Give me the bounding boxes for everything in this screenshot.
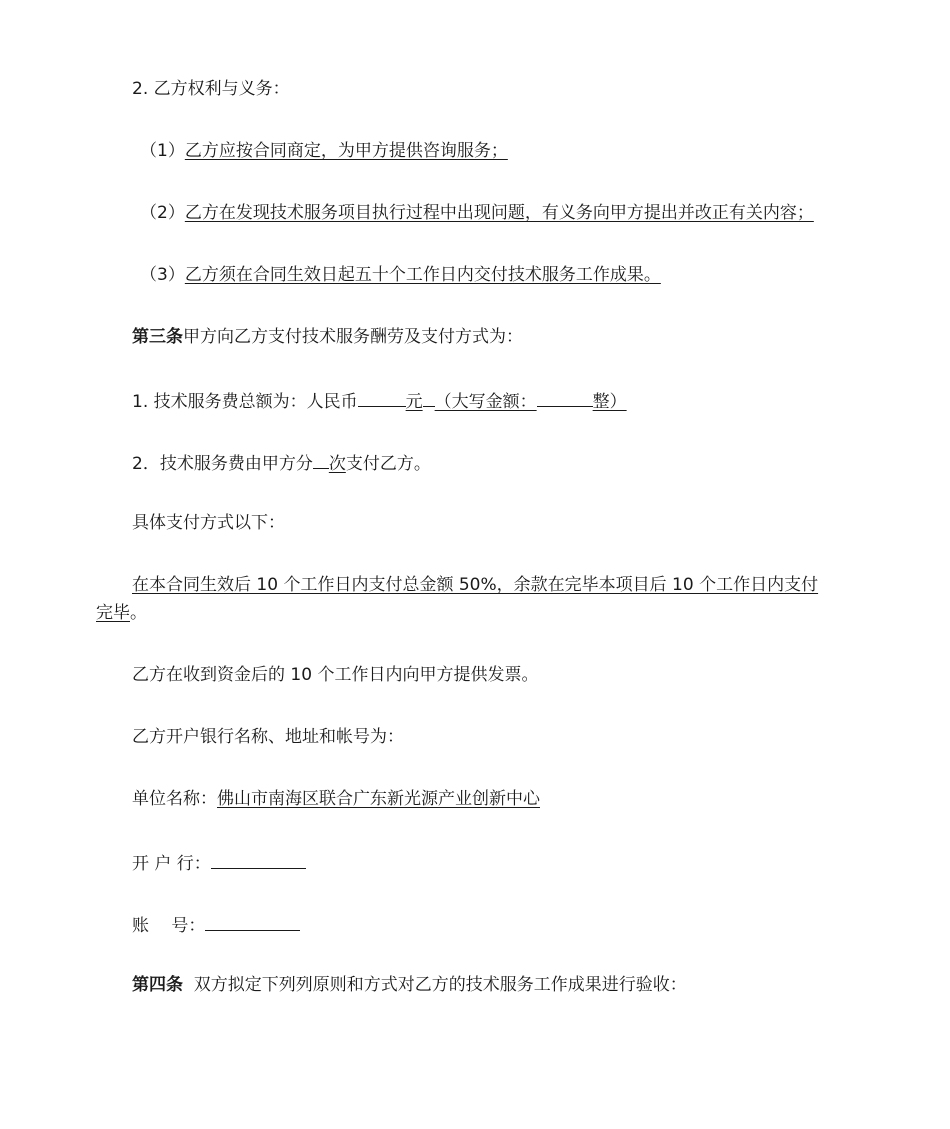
daxie-blank xyxy=(537,388,593,407)
unit-name: 佛山市南海区联合广东新光源产业创新中心 xyxy=(217,789,540,809)
spacer-blank xyxy=(423,388,435,407)
section-heading xyxy=(132,78,290,100)
installments-unit: 次 xyxy=(328,454,346,474)
item-text: 乙方应按合同商定，为甲方提供咨询服务； xyxy=(184,141,508,161)
item-text: 乙方须在合同生效日起五十个工作日内交付技术服务工作成果。 xyxy=(184,265,661,285)
amount-blank xyxy=(358,388,406,407)
account-line xyxy=(132,912,300,934)
method-text-end: 完毕 xyxy=(96,603,130,623)
count-blank xyxy=(313,450,329,469)
item-number: （1） xyxy=(140,141,185,161)
unit-name-line xyxy=(132,788,540,810)
paragraph xyxy=(132,726,404,748)
article-title: 双方拟定下列列原则和方式对乙方的技术服务工作成果进行验收： xyxy=(183,975,687,995)
installments-prefix: 2．技术服务费由甲方分 xyxy=(132,454,313,474)
article-label: 第四条 xyxy=(132,975,183,995)
fee-zheng: 整） xyxy=(592,392,627,412)
bank-blank xyxy=(211,850,306,869)
fee-total-line xyxy=(132,388,627,410)
list-item xyxy=(140,202,814,224)
unit-label: 单位名称： xyxy=(132,789,217,809)
paragraph-continuation xyxy=(96,602,147,624)
list-item xyxy=(140,140,508,162)
bank-line xyxy=(132,850,306,872)
bank-info-label: 乙方开户银行名称、地址和帐号为： xyxy=(132,727,404,747)
heading-text: 2. 乙方权利与义务： xyxy=(132,79,290,99)
fee-prefix: 1. 技术服务费总额为：人民币 xyxy=(132,392,358,412)
period: 。 xyxy=(130,603,147,623)
article-label: 第三条 xyxy=(132,327,183,347)
account-blank xyxy=(205,912,300,931)
paragraph xyxy=(132,574,818,596)
method-text: 在本合同生效后 10 个工作日内支付总金额 50%，余款在完毕本项目后 10 个工作日内支付 xyxy=(132,575,819,595)
fee-yuan: 元 xyxy=(405,392,423,412)
installments-suffix: 支付乙方。 xyxy=(345,454,431,474)
item-text: 乙方在发现技术服务项目执行过程中出现问题，有义务向甲方提出并改正有关内容； xyxy=(184,203,814,223)
article-heading xyxy=(132,326,523,348)
account-label: 账 号： xyxy=(132,916,206,936)
list-item xyxy=(140,264,661,286)
item-number: （3） xyxy=(140,265,185,285)
fee-daxie: （大写金额： xyxy=(434,392,537,412)
invoice-text: 乙方在收到资金后的 10 个工作日内向甲方提供发票。 xyxy=(132,665,539,685)
installments-line xyxy=(132,450,431,472)
paragraph xyxy=(132,512,285,534)
paragraph xyxy=(132,664,538,686)
article-heading xyxy=(132,974,687,996)
item-number: （2） xyxy=(140,203,185,223)
article-title: 甲方向乙方支付技术服务酬劳及支付方式为： xyxy=(183,327,523,347)
method-label: 具体支付方式以下： xyxy=(132,513,285,533)
bank-label: 开 户 行： xyxy=(132,854,211,874)
